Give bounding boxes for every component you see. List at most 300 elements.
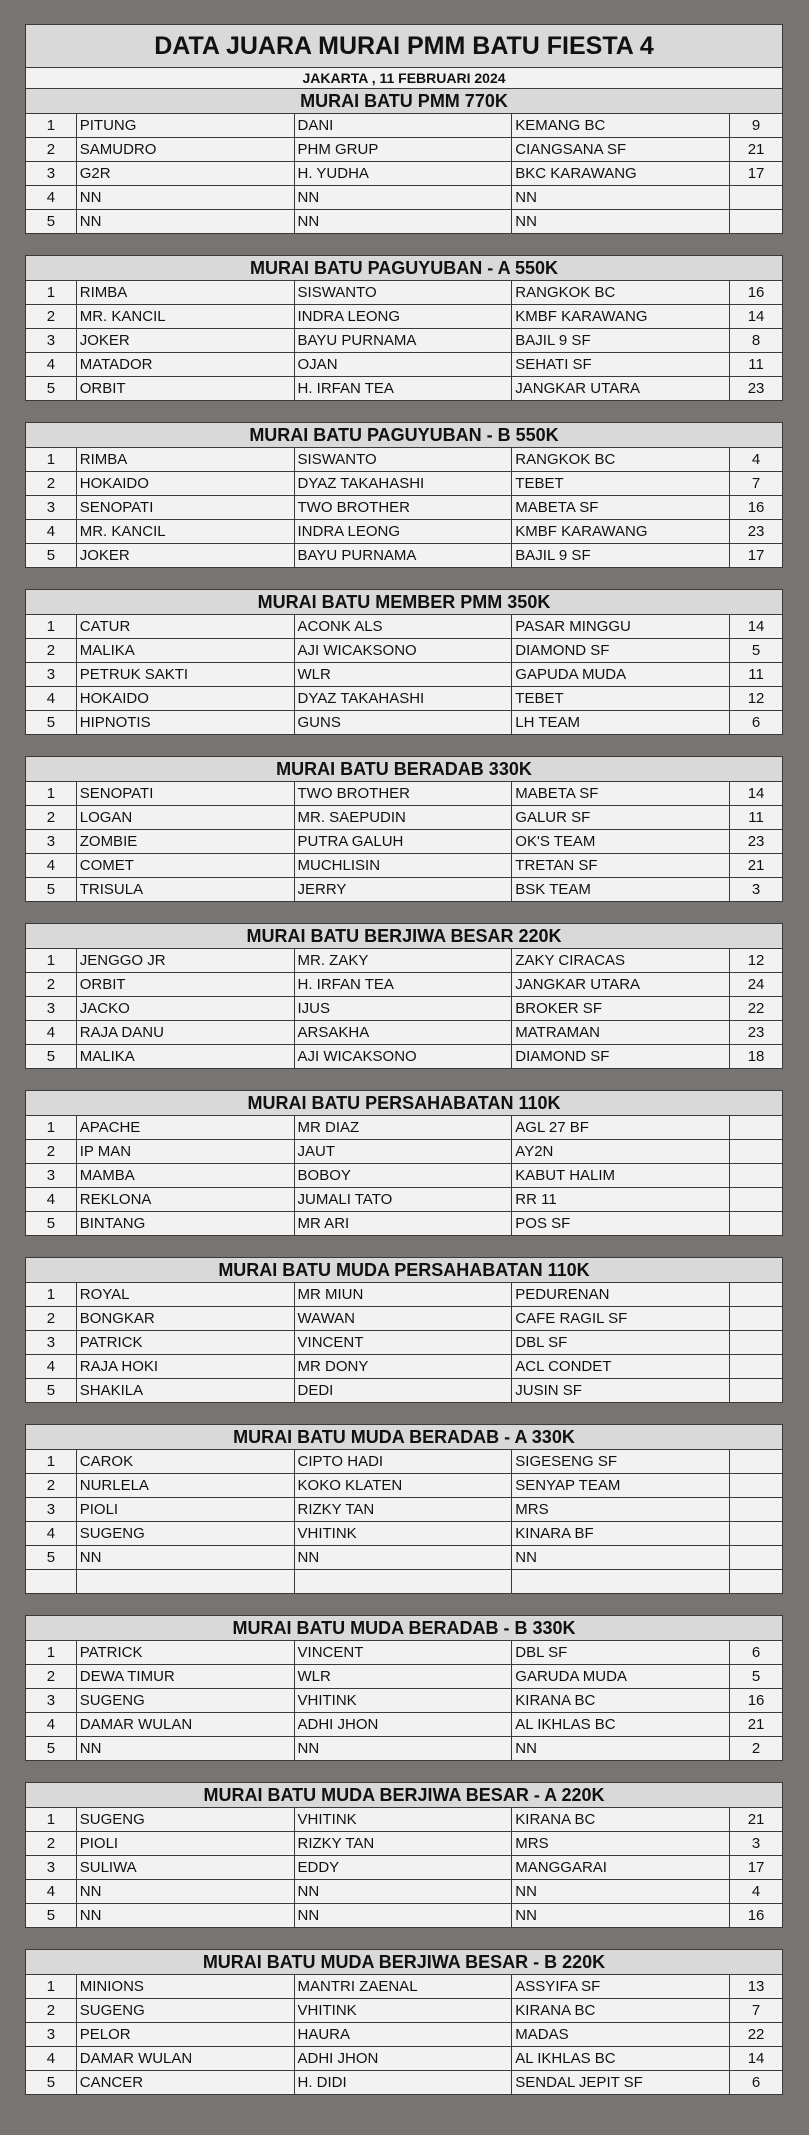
rank-cell: 5 — [26, 711, 77, 735]
bird-name-cell: RIMBA — [76, 448, 294, 472]
section-header — [26, 590, 783, 615]
owner-name-cell: NN — [294, 210, 512, 234]
bird-name-cell: PATRICK — [76, 1641, 294, 1665]
rank-cell: 2 — [26, 1999, 77, 2023]
ring-number-cell — [730, 1331, 783, 1355]
rank-cell: 2 — [26, 1474, 77, 1498]
ring-number-cell: 11 — [730, 806, 783, 830]
team-name-cell: RR 11 — [512, 1188, 730, 1212]
ring-number-cell — [730, 1474, 783, 1498]
bird-name-cell: RIMBA — [76, 281, 294, 305]
ring-number-cell: 23 — [730, 377, 783, 401]
team-name-cell — [512, 1570, 730, 1594]
owner-name-cell — [294, 1570, 512, 1594]
team-name-cell: SENDAL JEPIT SF — [512, 2071, 730, 2095]
table-row — [26, 114, 783, 138]
ring-number-cell: 23 — [730, 1021, 783, 1045]
team-name-cell: TEBET — [512, 687, 730, 711]
team-name-cell: LH TEAM — [512, 711, 730, 735]
bird-name-cell: G2R — [76, 162, 294, 186]
section-title: MURAI BATU MUDA BERADAB - B 330K — [26, 1616, 783, 1641]
rank-cell: 1 — [26, 782, 77, 806]
owner-name-cell: MR ARI — [294, 1212, 512, 1236]
ring-number-cell: 9 — [730, 114, 783, 138]
ring-number-cell: 2 — [730, 1737, 783, 1761]
event-date-location: JAKARTA , 11 FEBRUARI 2024 — [26, 68, 783, 89]
bird-name-cell: BONGKAR — [76, 1307, 294, 1331]
bird-name-cell: NN — [76, 1546, 294, 1570]
owner-name-cell: NN — [294, 1546, 512, 1570]
ring-number-cell: 17 — [730, 544, 783, 568]
owner-name-cell: SISWANTO — [294, 281, 512, 305]
rank-cell: 2 — [26, 1665, 77, 1689]
section-gap — [26, 902, 783, 924]
team-name-cell: POS SF — [512, 1212, 730, 1236]
section-header — [26, 256, 783, 281]
table-row — [26, 663, 783, 687]
rank-cell: 5 — [26, 1379, 77, 1403]
bird-name-cell: NN — [76, 1904, 294, 1928]
owner-name-cell: KOKO KLATEN — [294, 1474, 512, 1498]
bird-name-cell: APACHE — [76, 1116, 294, 1140]
owner-name-cell: MR. SAEPUDIN — [294, 806, 512, 830]
section-title: MURAI BATU PAGUYUBAN - B 550K — [26, 423, 783, 448]
ring-number-cell — [730, 1522, 783, 1546]
bird-name-cell: SHAKILA — [76, 1379, 294, 1403]
rank-cell: 5 — [26, 544, 77, 568]
team-name-cell: RANGKOK BC — [512, 448, 730, 472]
owner-name-cell: JAUT — [294, 1140, 512, 1164]
table-row — [26, 615, 783, 639]
section-header — [26, 757, 783, 782]
section-title: MURAI BATU MUDA BERJIWA BESAR - B 220K — [26, 1950, 783, 1975]
table-row — [26, 210, 783, 234]
team-name-cell: BROKER SF — [512, 997, 730, 1021]
bird-name-cell: LOGAN — [76, 806, 294, 830]
bird-name-cell: NN — [76, 186, 294, 210]
rank-cell: 1 — [26, 1641, 77, 1665]
table-row — [26, 448, 783, 472]
owner-name-cell: ACONK ALS — [294, 615, 512, 639]
rank-cell: 2 — [26, 1307, 77, 1331]
section-gap — [26, 234, 783, 256]
table-row — [26, 711, 783, 735]
table-row — [26, 329, 783, 353]
owner-name-cell: WAWAN — [294, 1307, 512, 1331]
rank-cell: 1 — [26, 1283, 77, 1307]
results-table — [25, 24, 783, 2095]
team-name-cell: NN — [512, 1546, 730, 1570]
owner-name-cell: INDRA LEONG — [294, 305, 512, 329]
team-name-cell: DIAMOND SF — [512, 1045, 730, 1069]
table-row — [26, 1283, 783, 1307]
section-header — [26, 1258, 783, 1283]
team-name-cell: SENYAP TEAM — [512, 1474, 730, 1498]
bird-name-cell: BINTANG — [76, 1212, 294, 1236]
section-header — [26, 89, 783, 114]
rank-cell — [26, 1570, 77, 1594]
team-name-cell: KMBF KARAWANG — [512, 305, 730, 329]
ring-number-cell — [730, 1379, 783, 1403]
table-row — [26, 1999, 783, 2023]
bird-name-cell: MR. KANCIL — [76, 520, 294, 544]
bird-name-cell: JOKER — [76, 329, 294, 353]
bird-name-cell: SUGENG — [76, 1999, 294, 2023]
ring-number-cell: 7 — [730, 472, 783, 496]
team-name-cell: OK'S TEAM — [512, 830, 730, 854]
section-gap-cell — [26, 234, 783, 256]
ring-number-cell: 21 — [730, 854, 783, 878]
owner-name-cell: BAYU PURNAMA — [294, 544, 512, 568]
ring-number-cell — [730, 210, 783, 234]
table-row — [26, 186, 783, 210]
ring-number-cell: 22 — [730, 997, 783, 1021]
owner-name-cell: IJUS — [294, 997, 512, 1021]
rank-cell: 1 — [26, 1450, 77, 1474]
ring-number-cell: 16 — [730, 496, 783, 520]
section-header — [26, 1783, 783, 1808]
table-row — [26, 1164, 783, 1188]
section-gap-cell — [26, 1403, 783, 1425]
owner-name-cell: H. DIDI — [294, 2071, 512, 2095]
bird-name-cell: MR. KANCIL — [76, 305, 294, 329]
rank-cell: 2 — [26, 1832, 77, 1856]
section-header — [26, 423, 783, 448]
team-name-cell: NN — [512, 1880, 730, 1904]
team-name-cell: PASAR MINGGU — [512, 615, 730, 639]
table-row — [26, 496, 783, 520]
owner-name-cell: VHITINK — [294, 1689, 512, 1713]
ring-number-cell — [730, 1283, 783, 1307]
ring-number-cell: 16 — [730, 281, 783, 305]
table-row — [26, 1498, 783, 1522]
ring-number-cell: 6 — [730, 1641, 783, 1665]
rank-cell: 4 — [26, 1188, 77, 1212]
ring-number-cell: 22 — [730, 2023, 783, 2047]
rank-cell: 1 — [26, 949, 77, 973]
team-name-cell: KIRANA BC — [512, 1999, 730, 2023]
owner-name-cell: JERRY — [294, 878, 512, 902]
owner-name-cell: DEDI — [294, 1379, 512, 1403]
section-gap — [26, 735, 783, 757]
team-name-cell: BKC KARAWANG — [512, 162, 730, 186]
bird-name-cell: MALIKA — [76, 1045, 294, 1069]
owner-name-cell: H. YUDHA — [294, 162, 512, 186]
team-name-cell: JANGKAR UTARA — [512, 973, 730, 997]
table-row — [26, 997, 783, 1021]
rank-cell: 4 — [26, 1021, 77, 1045]
ring-number-cell — [730, 1140, 783, 1164]
section-gap-cell — [26, 401, 783, 423]
owner-name-cell: PHM GRUP — [294, 138, 512, 162]
owner-name-cell: MR MIUN — [294, 1283, 512, 1307]
bird-name-cell: MATADOR — [76, 353, 294, 377]
rank-cell: 2 — [26, 806, 77, 830]
bird-name-cell: NN — [76, 210, 294, 234]
table-row — [26, 1880, 783, 1904]
table-row — [26, 2023, 783, 2047]
team-name-cell: TEBET — [512, 472, 730, 496]
owner-name-cell: TWO BROTHER — [294, 782, 512, 806]
team-name-cell: RANGKOK BC — [512, 281, 730, 305]
results-sheet — [25, 24, 783, 2095]
bird-name-cell: ROYAL — [76, 1283, 294, 1307]
ring-number-cell: 21 — [730, 1713, 783, 1737]
rank-cell: 5 — [26, 377, 77, 401]
owner-name-cell: MR DONY — [294, 1355, 512, 1379]
bird-name-cell: DAMAR WULAN — [76, 2047, 294, 2071]
owner-name-cell: GUNS — [294, 711, 512, 735]
rank-cell: 5 — [26, 1045, 77, 1069]
ring-number-cell: 23 — [730, 830, 783, 854]
team-name-cell: GARUDA MUDA — [512, 1665, 730, 1689]
owner-name-cell: DYAZ TAKAHASHI — [294, 687, 512, 711]
owner-name-cell: ADHI JHON — [294, 1713, 512, 1737]
team-name-cell: BAJIL 9 SF — [512, 544, 730, 568]
rank-cell: 1 — [26, 281, 77, 305]
page-title: DATA JUARA MURAI PMM BATU FIESTA 4 — [26, 25, 783, 68]
rank-cell: 3 — [26, 1498, 77, 1522]
ring-number-cell: 21 — [730, 138, 783, 162]
table-row — [26, 1808, 783, 1832]
table-row — [26, 1355, 783, 1379]
rank-cell: 3 — [26, 663, 77, 687]
table-row — [26, 162, 783, 186]
table-row — [26, 973, 783, 997]
section-title: MURAI BATU BERJIWA BESAR 220K — [26, 924, 783, 949]
bird-name-cell: RAJA HOKI — [76, 1355, 294, 1379]
bird-name-cell: PELOR — [76, 2023, 294, 2047]
bird-name-cell: DEWA TIMUR — [76, 1665, 294, 1689]
table-row — [26, 1641, 783, 1665]
owner-name-cell: WLR — [294, 1665, 512, 1689]
team-name-cell: CIANGSANA SF — [512, 138, 730, 162]
table-row — [26, 830, 783, 854]
bird-name-cell: JOKER — [76, 544, 294, 568]
section-title: MURAI BATU MUDA BERADAB - A 330K — [26, 1425, 783, 1450]
bird-name-cell: HOKAIDO — [76, 472, 294, 496]
rank-cell: 3 — [26, 1164, 77, 1188]
team-name-cell: GAPUDA MUDA — [512, 663, 730, 687]
bird-name-cell: HIPNOTIS — [76, 711, 294, 735]
team-name-cell: JANGKAR UTARA — [512, 377, 730, 401]
table-row — [26, 1904, 783, 1928]
rank-cell: 5 — [26, 1737, 77, 1761]
rank-cell: 4 — [26, 1880, 77, 1904]
rank-cell: 5 — [26, 210, 77, 234]
section-gap — [26, 1594, 783, 1616]
bird-name-cell: NURLELA — [76, 1474, 294, 1498]
bird-name-cell: CAROK — [76, 1450, 294, 1474]
section-gap — [26, 1236, 783, 1258]
owner-name-cell: NN — [294, 1880, 512, 1904]
table-row — [26, 138, 783, 162]
bird-name-cell: PETRUK SAKTI — [76, 663, 294, 687]
bird-name-cell: IP MAN — [76, 1140, 294, 1164]
owner-name-cell: AJI WICAKSONO — [294, 1045, 512, 1069]
table-row — [26, 1665, 783, 1689]
team-name-cell: KINARA BF — [512, 1522, 730, 1546]
owner-name-cell: OJAN — [294, 353, 512, 377]
owner-name-cell: VHITINK — [294, 1999, 512, 2023]
table-row — [26, 1474, 783, 1498]
rank-cell: 2 — [26, 639, 77, 663]
rank-cell: 4 — [26, 1713, 77, 1737]
ring-number-cell: 5 — [730, 1665, 783, 1689]
bird-name-cell: ORBIT — [76, 973, 294, 997]
team-name-cell: JUSIN SF — [512, 1379, 730, 1403]
owner-name-cell: H. IRFAN TEA — [294, 377, 512, 401]
rank-cell: 3 — [26, 1856, 77, 1880]
ring-number-cell: 12 — [730, 687, 783, 711]
team-name-cell: MADAS — [512, 2023, 730, 2047]
team-name-cell: MANGGARAI — [512, 1856, 730, 1880]
section-title: MURAI BATU MEMBER PMM 350K — [26, 590, 783, 615]
table-row — [26, 1307, 783, 1331]
table-row — [26, 1522, 783, 1546]
table-row — [26, 1140, 783, 1164]
team-name-cell: KEMANG BC — [512, 114, 730, 138]
rank-cell: 4 — [26, 1522, 77, 1546]
bird-name-cell: TRISULA — [76, 878, 294, 902]
team-name-cell: MABETA SF — [512, 496, 730, 520]
ring-number-cell: 12 — [730, 949, 783, 973]
team-name-cell: CAFE RAGIL SF — [512, 1307, 730, 1331]
table-row — [26, 353, 783, 377]
section-gap-cell — [26, 1236, 783, 1258]
table-row — [26, 1045, 783, 1069]
bird-name-cell: PIOLI — [76, 1832, 294, 1856]
rank-cell: 1 — [26, 615, 77, 639]
ring-number-cell — [730, 1188, 783, 1212]
rank-cell: 4 — [26, 1355, 77, 1379]
rank-cell: 3 — [26, 997, 77, 1021]
ring-number-cell: 14 — [730, 305, 783, 329]
table-row — [26, 1021, 783, 1045]
section-title: MURAI BATU PAGUYUBAN - A 550K — [26, 256, 783, 281]
owner-name-cell: VINCENT — [294, 1331, 512, 1355]
ring-number-cell — [730, 1116, 783, 1140]
owner-name-cell: TWO BROTHER — [294, 496, 512, 520]
owner-name-cell: JUMALI TATO — [294, 1188, 512, 1212]
table-row — [26, 854, 783, 878]
table-row — [26, 1975, 783, 1999]
bird-name-cell: PITUNG — [76, 114, 294, 138]
table-row — [26, 1713, 783, 1737]
bird-name-cell: HOKAIDO — [76, 687, 294, 711]
table-row — [26, 305, 783, 329]
ring-number-cell: 14 — [730, 782, 783, 806]
rank-cell: 1 — [26, 1808, 77, 1832]
table-row — [26, 281, 783, 305]
team-name-cell: AL IKHLAS BC — [512, 2047, 730, 2071]
owner-name-cell: NN — [294, 186, 512, 210]
rank-cell: 3 — [26, 1689, 77, 1713]
bird-name-cell: JACKO — [76, 997, 294, 1021]
team-name-cell: MRS — [512, 1498, 730, 1522]
table-row — [26, 1689, 783, 1713]
ring-number-cell: 24 — [730, 973, 783, 997]
section-gap — [26, 401, 783, 423]
team-name-cell: GALUR SF — [512, 806, 730, 830]
team-name-cell: KMBF KARAWANG — [512, 520, 730, 544]
bird-name-cell: CATUR — [76, 615, 294, 639]
section-gap-cell — [26, 568, 783, 590]
owner-name-cell: MR. ZAKY — [294, 949, 512, 973]
bird-name-cell: NN — [76, 1737, 294, 1761]
section-title: MURAI BATU BERADAB 330K — [26, 757, 783, 782]
section-title: MURAI BATU MUDA PERSAHABATAN 110K — [26, 1258, 783, 1283]
table-row — [26, 1546, 783, 1570]
ring-number-cell: 14 — [730, 2047, 783, 2071]
owner-name-cell: HAURA — [294, 2023, 512, 2047]
rank-cell: 4 — [26, 854, 77, 878]
rank-cell: 5 — [26, 2071, 77, 2095]
bird-name-cell: ZOMBIE — [76, 830, 294, 854]
ring-number-cell — [730, 1546, 783, 1570]
bird-name-cell: RAJA DANU — [76, 1021, 294, 1045]
team-name-cell: NN — [512, 210, 730, 234]
rank-cell: 2 — [26, 305, 77, 329]
ring-number-cell: 4 — [730, 1880, 783, 1904]
ring-number-cell: 17 — [730, 162, 783, 186]
section-gap — [26, 1928, 783, 1950]
table-row — [26, 1832, 783, 1856]
section-gap — [26, 568, 783, 590]
ring-number-cell: 13 — [730, 1975, 783, 1999]
table-row — [26, 1212, 783, 1236]
bird-name-cell: JENGGO JR — [76, 949, 294, 973]
rank-cell: 1 — [26, 1975, 77, 1999]
table-row — [26, 1856, 783, 1880]
section-gap-cell — [26, 1594, 783, 1616]
bird-name-cell: SENOPATI — [76, 782, 294, 806]
owner-name-cell: MANTRI ZAENAL — [294, 1975, 512, 1999]
team-name-cell: KIRANA BC — [512, 1689, 730, 1713]
rank-cell: 3 — [26, 496, 77, 520]
team-name-cell: MABETA SF — [512, 782, 730, 806]
ring-number-cell: 4 — [730, 448, 783, 472]
ring-number-cell — [730, 1164, 783, 1188]
ring-number-cell — [730, 1570, 783, 1594]
team-name-cell: MRS — [512, 1832, 730, 1856]
owner-name-cell: RIZKY TAN — [294, 1498, 512, 1522]
rank-cell: 5 — [26, 1546, 77, 1570]
ring-number-cell — [730, 186, 783, 210]
section-title: MURAI BATU MUDA BERJIWA BESAR - A 220K — [26, 1783, 783, 1808]
bird-name-cell: SAMUDRO — [76, 138, 294, 162]
owner-name-cell: DYAZ TAKAHASHI — [294, 472, 512, 496]
team-name-cell: TRETAN SF — [512, 854, 730, 878]
rank-cell: 4 — [26, 687, 77, 711]
team-name-cell: KABUT HALIM — [512, 1164, 730, 1188]
rank-cell: 5 — [26, 1212, 77, 1236]
table-row — [26, 1188, 783, 1212]
bird-name-cell: COMET — [76, 854, 294, 878]
owner-name-cell: WLR — [294, 663, 512, 687]
table-row — [26, 1331, 783, 1355]
rank-cell: 2 — [26, 973, 77, 997]
ring-number-cell: 17 — [730, 1856, 783, 1880]
team-name-cell: DBL SF — [512, 1641, 730, 1665]
owner-name-cell: MUCHLISIN — [294, 854, 512, 878]
bird-name-cell: SUGENG — [76, 1808, 294, 1832]
rank-cell: 3 — [26, 1331, 77, 1355]
owner-name-cell: DANI — [294, 114, 512, 138]
table-row — [26, 1570, 783, 1594]
ring-number-cell: 21 — [730, 1808, 783, 1832]
owner-name-cell: ARSAKHA — [294, 1021, 512, 1045]
